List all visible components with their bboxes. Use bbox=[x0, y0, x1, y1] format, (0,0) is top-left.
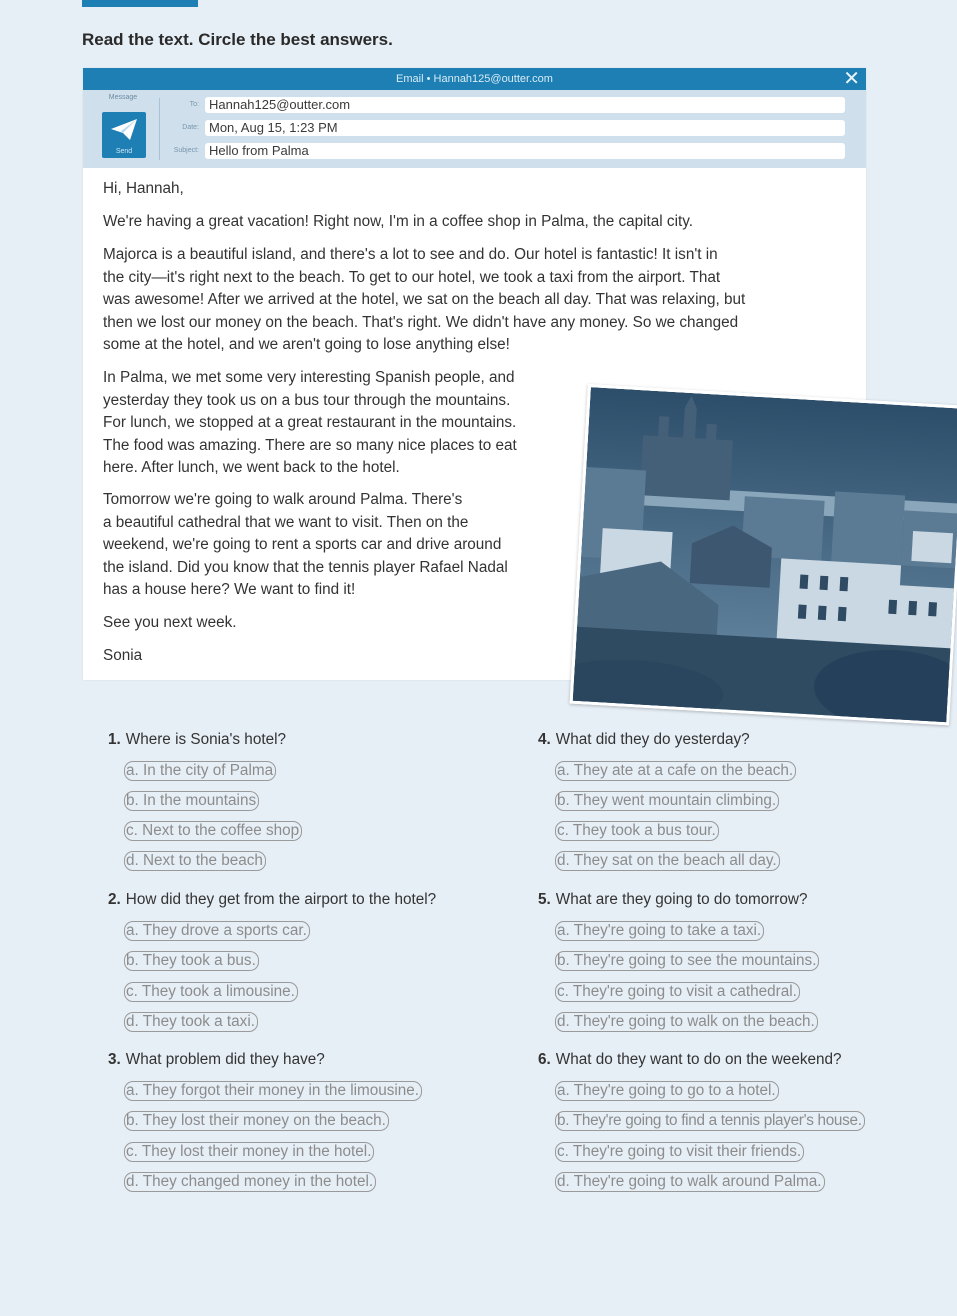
question-number: 6. bbox=[538, 1051, 551, 1068]
email-titlebar bbox=[83, 68, 866, 90]
question-4 bbox=[538, 731, 750, 749]
question-1 bbox=[108, 731, 286, 749]
q4-option-d[interactable]: d. They sat on the beach all day. bbox=[555, 851, 780, 871]
question-number: 2. bbox=[108, 891, 121, 908]
subject-row bbox=[165, 142, 845, 159]
q3-option-b[interactable]: b. They lost their money on the beach. bbox=[124, 1111, 389, 1131]
paper-plane-icon bbox=[110, 118, 138, 142]
q2-option-d[interactable]: d. They took a taxi. bbox=[124, 1012, 258, 1032]
to-label: To: bbox=[189, 101, 199, 108]
send-button[interactable] bbox=[102, 112, 146, 158]
header-tab-bar bbox=[82, 0, 198, 7]
closing: See you next week. bbox=[103, 614, 237, 631]
instructions: Read the text. Circle the best answers. bbox=[82, 30, 393, 49]
q3-option-a[interactable]: a. They forgot their money in the limousine. bbox=[124, 1081, 422, 1101]
q2-option-a[interactable]: a. They drove a sports car. bbox=[124, 921, 310, 941]
text-line: The food was amazing. There are so many nice places to eat bbox=[103, 436, 517, 454]
q6-option-b[interactable]: b. They're going to find a tennis player's house. bbox=[555, 1111, 865, 1131]
question-text: What do they want to do on the weekend? bbox=[555, 1051, 842, 1068]
paragraph-3 bbox=[103, 367, 517, 480]
q5-option-d[interactable]: d. They're going to walk on the beach. bbox=[555, 1012, 818, 1032]
text-line: has a house here? We want to find it! bbox=[103, 581, 356, 598]
text-line: Majorca is a beautiful island, and there's a lot to see and do. Our hotel is fantastic! It isn't in bbox=[103, 246, 718, 263]
q1-option-d[interactable]: d. Next to the beach bbox=[124, 851, 266, 871]
subject-label: Subject: bbox=[173, 147, 199, 154]
question-number: 5. bbox=[538, 891, 551, 908]
to-row bbox=[165, 96, 845, 113]
text-line: then we lost our money on the beach. That's right. We didn't have any money. So we changed bbox=[103, 313, 739, 331]
q1-option-c[interactable]: c. Next to the coffee shop bbox=[124, 821, 302, 841]
text-line: the city—it's right next to the beach. To get to our hotel, we took a taxi from the airport. That bbox=[103, 268, 721, 286]
text-line: here. After lunch, we went back to the hotel. bbox=[103, 459, 400, 476]
text-line: yesterday they took us on a bus tour through the mountains. bbox=[103, 391, 511, 409]
to-field[interactable]: Hannah125@outter.com bbox=[205, 97, 845, 113]
q1-option-a[interactable]: a. In the city of Palma bbox=[124, 761, 276, 781]
q3-option-d[interactable]: d. They changed money in the hotel. bbox=[124, 1172, 376, 1192]
question-3 bbox=[108, 1051, 325, 1069]
palma-cathedral-photo bbox=[570, 384, 957, 725]
question-number: 3. bbox=[108, 1051, 121, 1068]
city-illustration bbox=[572, 387, 957, 725]
q6-option-d[interactable]: d. They're going to walk around Palma. bbox=[555, 1172, 825, 1192]
q6-option-a[interactable]: a. They're going to go to a hotel. bbox=[555, 1081, 779, 1101]
text-line: a beautiful cathedral that we want to visit. Then on the bbox=[103, 513, 469, 531]
text-line: weekend, we're going to rent a sports car and drive around bbox=[103, 536, 502, 553]
q1-option-b[interactable]: b. In the mountains bbox=[124, 791, 259, 811]
question-5 bbox=[538, 891, 807, 909]
signature: Sonia bbox=[103, 647, 143, 664]
subject-field[interactable]: Hello from Palma bbox=[205, 143, 845, 159]
q2-option-b[interactable]: b. They took a bus. bbox=[124, 951, 259, 971]
date-field[interactable]: Mon, Aug 15, 1:23 PM bbox=[205, 120, 845, 136]
question-text: What did they do yesterday? bbox=[555, 731, 750, 748]
question-6 bbox=[538, 1051, 842, 1069]
message-label: Message bbox=[108, 94, 138, 101]
q3-option-c[interactable]: c. They lost their money in the hotel. bbox=[124, 1142, 374, 1162]
text-line: was awesome! After we arrived at the hotel, we sat on the beach all day. That was relaxing, but bbox=[103, 291, 746, 308]
greeting: Hi, Hannah, bbox=[103, 180, 184, 197]
paragraph-1: We're having a great vacation! Right now, I'm in a coffee shop in Palma, the capital city. bbox=[103, 213, 693, 230]
text-line: In Palma, we met some very interesting Spanish people, and bbox=[103, 369, 515, 386]
question-text: Where is Sonia's hotel? bbox=[125, 731, 286, 748]
text-line: Tomorrow we're going to walk around Palma. There's bbox=[103, 491, 463, 508]
q5-option-c[interactable]: c. They're going to visit a cathedral. bbox=[555, 982, 800, 1002]
question-text: How did they get from the airport to the hotel? bbox=[125, 891, 437, 908]
q6-option-c[interactable]: c. They're going to visit their friends. bbox=[555, 1142, 804, 1162]
q4-option-c[interactable]: c. They took a bus tour. bbox=[555, 821, 719, 841]
q5-option-b[interactable]: b. They're going to see the mountains. bbox=[555, 951, 819, 971]
question-text: What are they going to do tomorrow? bbox=[555, 891, 808, 908]
q2-option-c[interactable]: c. They took a limousine. bbox=[124, 982, 298, 1002]
question-number: 1. bbox=[108, 731, 121, 748]
date-row bbox=[165, 119, 845, 136]
question-number: 4. bbox=[538, 731, 551, 748]
paragraph-2 bbox=[103, 244, 745, 357]
send-label: Send bbox=[115, 148, 133, 155]
paragraph-4 bbox=[103, 489, 508, 602]
question-2 bbox=[108, 891, 436, 909]
q4-option-a[interactable]: a. They ate at a cafe on the beach. bbox=[555, 761, 796, 781]
email-title: Email • Hannah125@outter.com bbox=[396, 73, 553, 85]
header-divider bbox=[159, 98, 160, 160]
date-label: Date: bbox=[182, 124, 199, 131]
question-text: What problem did they have? bbox=[125, 1051, 325, 1068]
q5-option-a[interactable]: a. They're going to take a taxi. bbox=[555, 921, 764, 941]
q4-option-b[interactable]: b. They went mountain climbing. bbox=[555, 791, 779, 811]
text-line: For lunch, we stopped at a great restaurant in the mountains. bbox=[103, 414, 517, 431]
close-icon[interactable]: ✕ bbox=[843, 68, 860, 90]
text-line: some at the hotel, and we aren't going to lose anything else! bbox=[103, 336, 510, 353]
email-header bbox=[83, 90, 866, 168]
text-line: the island. Did you know that the tennis player Rafael Nadal bbox=[103, 558, 508, 576]
